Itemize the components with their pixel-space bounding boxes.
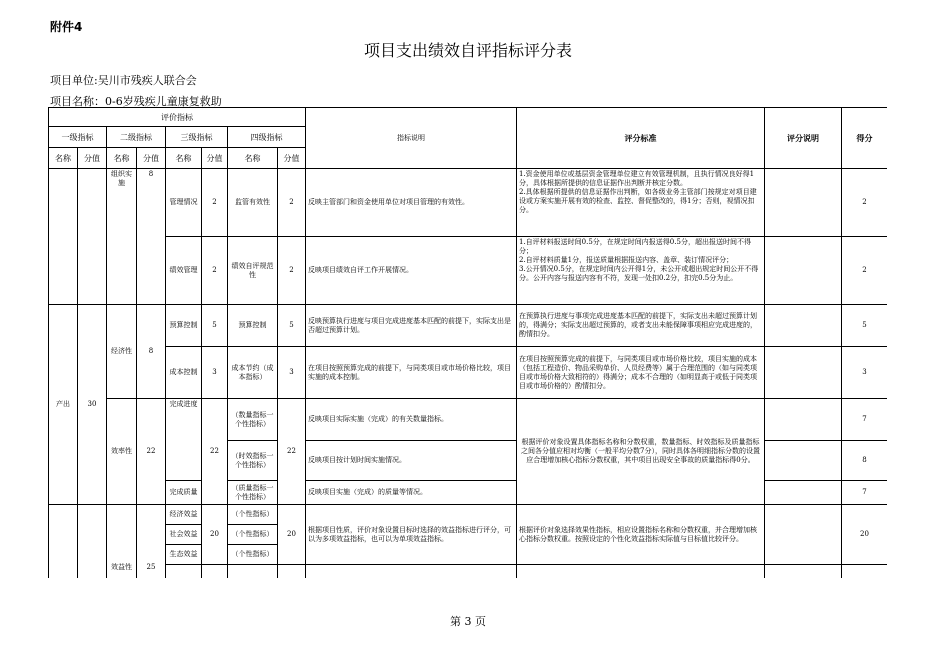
level3-perf-name: 绩效管理 [166,237,202,305]
budget-score: 5 [842,305,888,347]
level4-mgmt-name: 监管有效性 [228,169,278,237]
level2-economy-value: 8 [137,305,166,399]
level4-benefit-value: 20 [278,505,306,565]
level3-quality-name: 完成质量 [166,481,202,505]
level1-output-value: 30 [78,305,107,505]
budget-score-desc [765,305,842,347]
benefit-criteria: 根据评价对象选择效果性指标，相应设置指标名称和分数权重，并合理增加核心指标分数权重。按照设定的个性化效益指标实际值与目标值比较评分。 [517,505,765,565]
level4-perf-value: 2 [278,237,306,305]
level4-timing-name: （时效指标一个性指标） [228,441,278,481]
level3-econ-benefit-name: 经济效益 [166,505,202,525]
level2-org-impl-value: 8 [137,169,166,305]
level3-cost-value: 3 [202,347,228,399]
level1-output-name: 产出 [49,305,78,505]
level1-blank-value [78,169,107,305]
cost-desc: 在项目按照预算完成的前提下，与同类项目或市场价格比较，项目实施的成本控制。 [306,347,517,399]
benefit-desc: 根据项目性质，评价对象设置目标时选择的效益指标进行评分，可以为多项效益指标，也可以为单项效益指标。 [306,505,517,565]
level4-social-benefit-name: （个性指标） [228,525,278,545]
cost-criteria: 在项目按照预算完成的前提下，与同类项目或市场价格比较，项目实施的成本（包括工程造价、物品采购单价、人员经费等）属于合理范围的（如与同类项目或市场价格大致相符的）得满分；成本不合理的（如明显高于或低于同类项目或市场价格的）酌情扣分。 [517,347,765,399]
cost-score: 3 [842,347,888,399]
benefit-score: 20 [842,505,888,565]
level3-budget-value: 5 [202,305,228,347]
level3-mgmt-value: 2 [202,169,228,237]
header-level3: 三级指标 [166,127,228,148]
level4-budget-name: 预算控制 [228,305,278,347]
level4-perf-name: 绩效自评规范性 [228,237,278,305]
level3-budget-name: 预算控制 [166,305,202,347]
level4-budget-value: 5 [278,305,306,347]
quantity-desc: 反映项目实际实施（完成）的有关数量指标。 [306,399,517,441]
level3-extra-value [202,565,228,579]
header-name: 名称 [107,148,137,169]
level3-cost-name: 成本控制 [166,347,202,399]
level3-eco-benefit-name: 生态效益 [166,545,202,565]
header-level2: 二级指标 [107,127,166,148]
level4-eco-benefit-name: （个性指标） [228,545,278,565]
benefit-score-desc [765,505,842,565]
header-level4: 四级指标 [228,127,306,148]
perf-score: 2 [842,237,888,305]
header-score-desc: 评分说明 [765,108,842,169]
page-number: 第 3 页 [450,615,486,628]
timing-desc: 反映项目按计划时间实施情况。 [306,441,517,481]
perf-criteria: 1.自评材料报送时间0.5分，在规定时间内报送得0.5分，超出报送时间不得分； 2.自评材料质量1分，报送质量根据报送内容、盖章、装订情况评分； 3.公开情况0.5分，在规定时间内公开得1分，未公开或超出规定时间公开不得分。公开内容与报送内容有不符，发现一处扣0.2分，扣完0.5分为止。 [517,237,765,305]
header-name: 名称 [49,148,78,169]
level4-mgmt-value: 2 [278,169,306,237]
header-value: 分值 [202,148,228,169]
quantity-score-desc [765,399,842,441]
level3-completion-value: 22 [202,399,228,505]
quality-score: 7 [842,481,888,505]
header-value: 分值 [278,148,306,169]
extra-desc [306,565,517,579]
efficiency-criteria: 根据评价对象设置具体指标名称和分数权重，数量指标、时效指标及质量指标之间各分值应相对均衡（一般平均分数7分），同时具体各明细指标分数的设置应合理增加核心指标分数权重，其中项目出现安全事故的质量指标得0分。 [517,399,765,505]
extra-criteria [517,565,765,579]
level4-econ-benefit-name: （个性指标） [228,505,278,525]
header-value: 分值 [78,148,107,169]
timing-score: 8 [842,441,888,481]
budget-criteria: 在预算执行进度与事项完成进度基本匹配的前提下，实际支出未超过预算计划的，得满分；实际支出超过预算的，或者支出未能保障事项相应完成进度的，酌情扣分。 [517,305,765,347]
level2-efficiency-value: 22 [137,399,166,505]
level4-cost-name: 成本节约（成本指标） [228,347,278,399]
header-name: 名称 [166,148,202,169]
quality-desc: 反映项目实施（完成）的质量等情况。 [306,481,517,505]
level4-quantity-name: （数量指标一个性指标） [228,399,278,441]
header-eval-index: 评价指标 [49,108,306,127]
mgmt-criteria: 1.资金使用单位或基层资金管理单位建立有效管理机制，且执行情况良好得1分，具体根据所提供的信息证据作出判断并核定分数。 2.具体根据所提供的信息证据作出判断，如各级业务主管部门按规定对项目建设或方案实施开展有效的检查、监控、督促整改的，得1分；否则，视情况扣分。 [517,169,765,237]
mgmt-desc: 反映主管部门和资金使用单位对项目管理的有效性。 [306,169,517,237]
level2-org-impl-name: 组织实施 [107,169,137,305]
mgmt-score: 2 [842,169,888,237]
level4-extra-value [278,565,306,579]
header-score: 得分 [842,108,888,169]
header-value: 分值 [137,148,166,169]
level3-mgmt-name: 管理情况 [166,169,202,237]
page-title: 项目支出绩效自评指标评分表 [363,41,572,60]
header-criteria: 评分标准 [517,108,765,169]
evaluation-table-wrapper [48,107,887,578]
level2-efficiency-name: 效率性 [107,399,137,505]
level3-perf-value: 2 [202,237,228,305]
quantity-score: 7 [842,399,888,441]
level4-completion-value: 22 [278,399,306,505]
level3-completion-name: 完成进度 [166,399,202,481]
level2-benefit-name: 效益性 [107,505,137,579]
level2-benefit-value: 25 [137,505,166,579]
cost-score-desc [765,347,842,399]
budget-desc: 反映预算执行进度与项目完成进度基本匹配的前提下，实际支出是否超过预算计划。 [306,305,517,347]
level1-blank [49,169,78,305]
level3-extra [166,565,202,579]
project-name: 项目名称：0-6岁残疾儿童康复救助 [50,95,222,108]
perf-desc: 反映项目绩效自评工作开展情况。 [306,237,517,305]
perf-score-desc [765,237,842,305]
level3-benefit-value: 20 [202,505,228,565]
mgmt-score-desc [765,169,842,237]
header-level1: 一级指标 [49,127,107,148]
project-unit: 项目单位:吴川市残疾人联合会 [50,74,197,87]
evaluation-table [48,107,887,578]
header-name: 名称 [228,148,278,169]
extra-score-desc [765,565,842,579]
level1-benefit-blank-value [78,505,107,579]
level2-economy-name: 经济性 [107,305,137,399]
header-index-desc: 指标说明 [306,108,517,169]
level3-social-benefit-name: 社会效益 [166,525,202,545]
level4-cost-value: 3 [278,347,306,399]
level1-benefit-blank [49,505,78,579]
timing-score-desc [765,441,842,481]
attachment-label: 附件4 [50,20,83,34]
level4-quality-name: （质量指标一个性指标） [228,481,278,505]
extra-score [842,565,888,579]
level4-extra [228,565,278,579]
quality-score-desc [765,481,842,505]
